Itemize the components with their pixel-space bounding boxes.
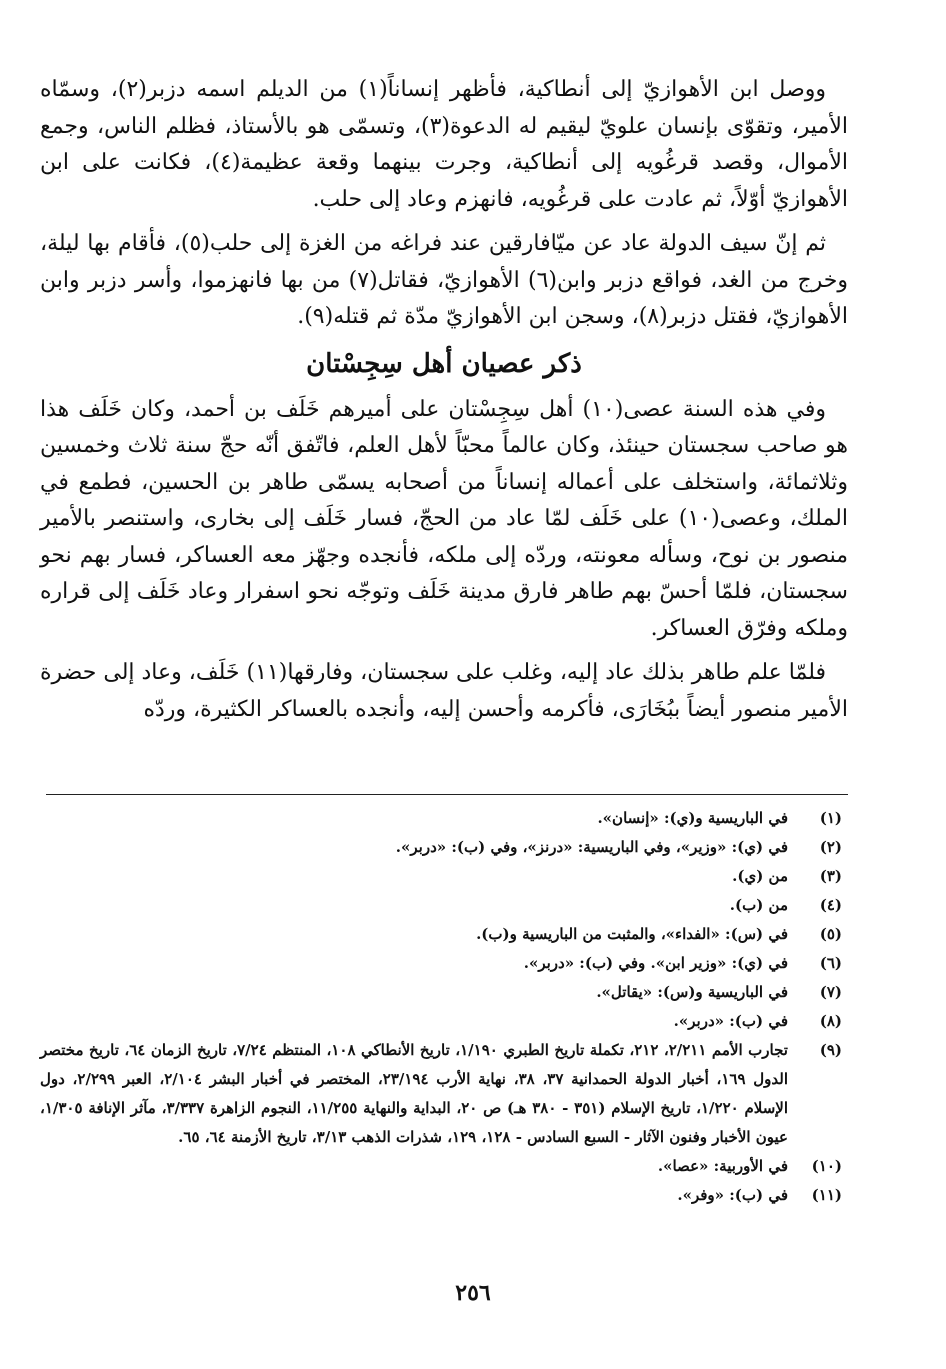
footnote-number: (٢)	[819, 838, 842, 856]
footnote-text: من (ب).	[729, 896, 788, 914]
footnote-6	[40, 949, 842, 978]
footnote-number: (١)	[819, 809, 842, 827]
footnote-5	[40, 920, 842, 949]
footnote-number: (١١)	[811, 1186, 842, 1204]
footnote-text: في (س): «الفداء»، والمثبت من الباريسية و(ب).	[476, 925, 788, 943]
footnote-2	[40, 833, 842, 862]
footnote-text: في الباريسية و(س): «يقاتل».	[596, 983, 788, 1001]
footnote-1	[40, 804, 842, 833]
paragraph-2: ثم إنّ سيف الدولة عاد عن ميّافارقين عند فراغه من الغزة إلى حلب(٥)، فأقام بها ليلة، وخرج من الغد، فواقع دزبر وابن(٦) الأهوازيّ، فقاتل(٧) من بها فانهزموا، وأسر دزبر وابن الأهوازيّ، فقتل دزبر(٨)، وسجن ابن الأهوازيّ مدّة ثم قتله(٩).	[40, 231, 849, 329]
footnote-text: في (ب): «وفر».	[677, 1186, 788, 1204]
footnote-9	[40, 1036, 842, 1152]
paragraph-4: فلمّا علم طاهر بذلك عاد إليه، وغلب على سجستان، وفارقها(١١) خَلَف، وعاد إلى حضرة الأمير منصور أيضاً ببُخَارَى، فأكرمه وأحسن إليه، وأنجده بالعساكر الكثيرة، وردّه	[40, 660, 848, 722]
footnote-10	[40, 1152, 842, 1181]
footnotes	[40, 804, 842, 1210]
footnote-7	[40, 978, 842, 1007]
page-number: ٢٥٦	[455, 1280, 491, 1306]
footnote-text: في (ي): «وزير»، وفي الباريسية: «درنز»، وفي (ب): «دربر».	[395, 838, 788, 856]
footnote-number: (١٠)	[811, 1157, 842, 1175]
footnote-text: في الباريسية و(ي): «إنسان».	[597, 809, 788, 827]
footnote-text: في (ب): «دربر».	[673, 1012, 788, 1030]
footnote-4	[40, 891, 842, 920]
footnote-number: (٨)	[819, 1012, 842, 1030]
footnote-11	[40, 1181, 842, 1210]
footnote-8	[40, 1007, 842, 1036]
footnote-number: (٤)	[819, 896, 842, 914]
footnote-number: (٩)	[819, 1041, 842, 1059]
footnote-3	[40, 862, 842, 891]
footnote-text: في الأوربية: «عصا».	[657, 1157, 788, 1175]
footnote-number: (٧)	[819, 983, 842, 1001]
section-heading: ذكر عصيان أهل سِجِسْتان	[306, 348, 582, 379]
footnote-text: من (ي).	[732, 867, 788, 885]
footnote-text: تجارب الأمم ٢/٢١١، ٢١٢، تكملة تاريخ الطبري ١/١٩٠، تاريخ الأنطاكي ١٠٨، المنتظم ٧/٢٤، تاريخ الزمان ٦٤، تاريخ مختصر الدول ١٦٩، أخبار الدولة الحمدانية ٣٧، ٣٨، نهاية الأرب ٢٣/١٩٤، المختصر في أخبار البشر ٢/١٠٤، العبر ٢/٢٩٩، دول الإسلام ١/٢٢٠، تاريخ الإسلام (٣٥١ - ٣٨٠ هـ) ص ٢٠، البداية والنهاية ١١/٢٥٥، النجوم الزاهرة ٣/٣٣٧، مآثر الإنافة ١/٣٠٥، عيون الأخبار وفنون الآثار - السبع السادس - ١٢٨، ١٢٩، شذرات الذهب ٣/١٣، تاريخ الأزمنة ٦٤، ٦٥.	[40, 1041, 789, 1146]
footnote-divider	[46, 794, 848, 795]
footnote-text: في (ي): «وزير ابن». وفي (ب): «دربر».	[523, 954, 788, 972]
paragraph-1: ووصل ابن الأهوازيّ إلى أنطاكية، فأظهر إنساناً(١) من الديلم اسمه دزبر(٢)، وسمّاه الأمير، وتقوّى بإنسان علويّ ليقيم له الدعوة(٣)، وتسمّى هو بالأستاذ، فظلم الناس، وجمع الأموال، وقصد قرغُويه إلى أنطاكية، وجرت بينهما وقعة عظيمة(٤)، فكانت على ابن الأهوازيّ أوّلاً، ثم عادت على قرغُويه، فانهزم وعاد إلى حلب.	[40, 77, 848, 212]
footnote-number: (٥)	[819, 925, 842, 943]
main-text	[40, 72, 848, 736]
footnote-number: (٣)	[819, 867, 842, 885]
paragraph-3: وفي هذه السنة عصى(١٠) أهل سِجِسْتان على أميرهم خَلَف بن أحمد، وكان خَلَف هذا هو صاحب سجستان حينئذ، وكان عالماً محبّاً لأهل العلم، فاتّفق أنّه حجّ سنة ثلاث وخمسين وثلاثمائة، واستخلف على أعماله إنساناً من أصحابه يسمّى طاهر بن الحسين، فطمع في الملك، وعصى(١٠) على خَلَف لمّا عاد من الحجّ، فسار خَلَف إلى بخارى، واستنصر بالأمير منصور بن نوح، وسأله معونته، وردّه إلى ملكه، فأنجده وجهّز معه العساكر، فسار بهم نحو سجستان، فلمّا أحسّ بهم طاهر فارق مدينة خَلَف وتوجّه نحو اسفرار وعاد خَلَف إلى قراره وملكه وفرّق العساكر.	[40, 396, 849, 641]
footnote-number: (٦)	[819, 954, 842, 972]
